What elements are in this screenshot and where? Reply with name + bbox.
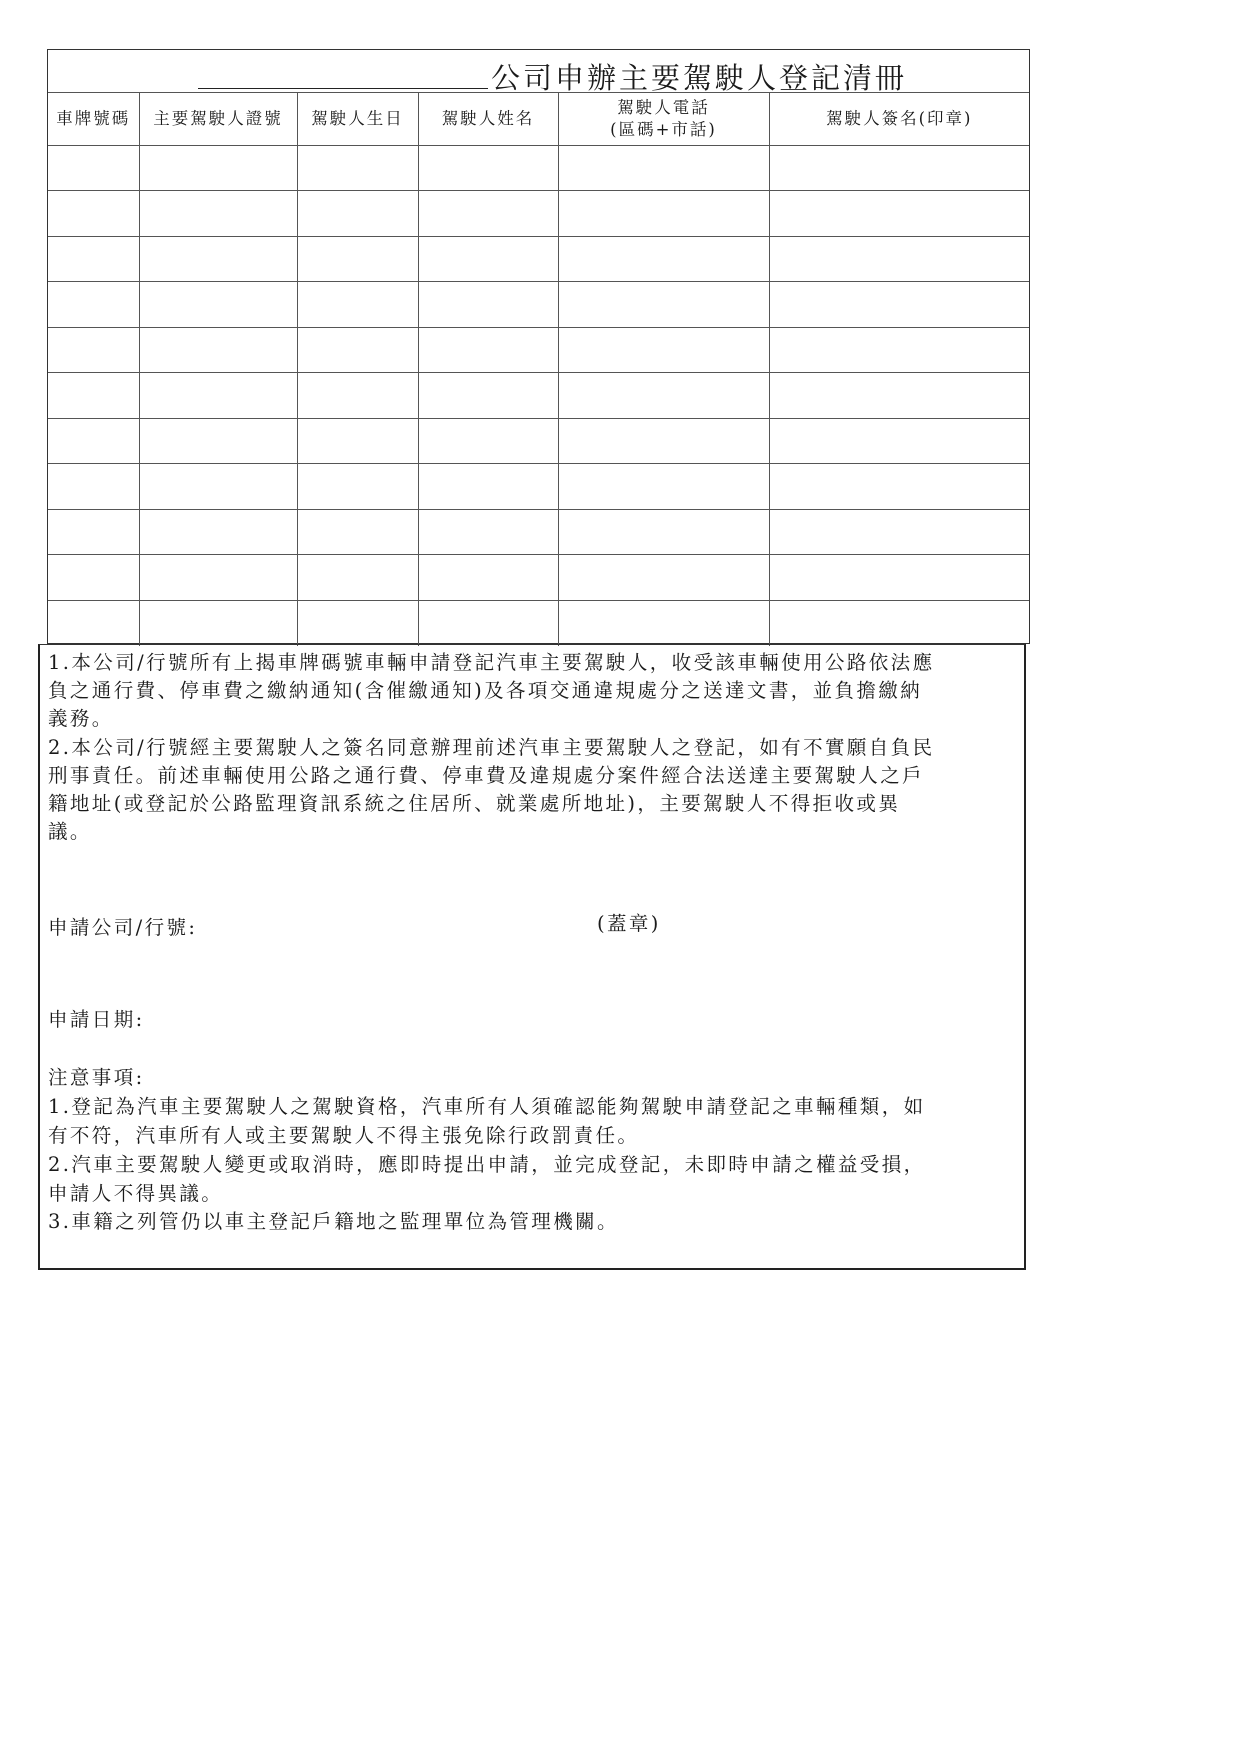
- notes-heading: 注意事項:: [48, 1066, 145, 1089]
- title-row: [48, 50, 1029, 93]
- column-header-phone: 駕駛人電話 (區碼+市話): [558, 93, 769, 145]
- cell-license-number[interactable]: [139, 236, 297, 282]
- cell-license-number[interactable]: [139, 373, 297, 419]
- cell-license-number[interactable]: [139, 145, 297, 191]
- cell-name[interactable]: [418, 236, 558, 282]
- declaration-item-2-line-4: 議。: [48, 820, 92, 843]
- cell-birthday[interactable]: [297, 555, 418, 601]
- cell-name[interactable]: [418, 464, 558, 510]
- note-line-5: 3.車籍之列管仍以車主登記戶籍地之監理單位為管理機關。: [48, 1210, 619, 1233]
- cell-birthday[interactable]: [297, 373, 418, 419]
- declaration-item-1-line-1: 1.本公司/行號所有上揭車牌碼號車輛申請登記汽車主要駕駛人，收受該車輛使用公路依法應: [48, 651, 935, 674]
- declaration-item-2-line-3: 籍地址(或登記於公路監理資訊系統之住居所、就業處所地址)，主要駕駛人不得拒收或異: [48, 792, 901, 815]
- note-line-3: 2.汽車主要駕駛人變更或取消時，應即時提出申請，並完成登記，未即時申請之權益受損，: [48, 1153, 926, 1176]
- roster-body: [48, 145, 1029, 646]
- cell-phone[interactable]: [558, 145, 769, 191]
- column-header-birthday: 駕駛人生日: [297, 93, 418, 145]
- cell-birthday[interactable]: [297, 418, 418, 464]
- cell-plate-number[interactable]: [48, 191, 139, 237]
- cell-plate-number[interactable]: [48, 509, 139, 555]
- driver-roster-table: [48, 93, 1029, 646]
- cell-signature[interactable]: [769, 145, 1029, 191]
- note-line-2: 有不符，汽車所有人或主要駕駛人不得主張免除行政罰責任。: [48, 1124, 640, 1147]
- cell-signature[interactable]: [769, 600, 1029, 646]
- cell-phone[interactable]: [558, 600, 769, 646]
- column-header-signature: 駕駛人簽名(印章): [769, 93, 1029, 145]
- cell-birthday[interactable]: [297, 464, 418, 510]
- table-row: [48, 373, 1029, 419]
- cell-license-number[interactable]: [139, 191, 297, 237]
- cell-plate-number[interactable]: [48, 600, 139, 646]
- cell-plate-number[interactable]: [48, 236, 139, 282]
- table-row: [48, 464, 1029, 510]
- cell-phone[interactable]: [558, 327, 769, 373]
- cell-name[interactable]: [418, 191, 558, 237]
- seal-label: (蓋章): [597, 912, 661, 935]
- cell-signature[interactable]: [769, 464, 1029, 510]
- table-row: [48, 236, 1029, 282]
- declaration-item-1-line-2: 負之通行費、停車費之繳納通知(含催繳通知)及各項交通違規處分之送達文書，並負擔繳納: [48, 679, 923, 702]
- cell-phone[interactable]: [558, 236, 769, 282]
- cell-signature[interactable]: [769, 418, 1029, 464]
- cell-birthday[interactable]: [297, 600, 418, 646]
- cell-name[interactable]: [418, 418, 558, 464]
- column-header-plate-number: 車牌號碼: [48, 93, 139, 145]
- table-row: [48, 145, 1029, 191]
- cell-name[interactable]: [418, 555, 558, 601]
- table-row: [48, 418, 1029, 464]
- cell-name[interactable]: [418, 145, 558, 191]
- cell-signature[interactable]: [769, 236, 1029, 282]
- cell-name[interactable]: [418, 327, 558, 373]
- cell-name[interactable]: [418, 282, 558, 328]
- cell-phone[interactable]: [558, 464, 769, 510]
- cell-signature[interactable]: [769, 555, 1029, 601]
- note-line-1: 1.登記為汽車主要駕駛人之駕駛資格，汽車所有人須確認能夠駕駛申請登記之車輛種類，如: [48, 1095, 926, 1118]
- declaration-item-2-line-2: 刑事責任。前述車輛使用公路之通行費、停車費及違規處分案件經合法送達主要駕駛人之戶: [48, 764, 925, 787]
- cell-signature[interactable]: [769, 191, 1029, 237]
- cell-phone[interactable]: [558, 282, 769, 328]
- cell-birthday[interactable]: [297, 282, 418, 328]
- declaration-item-1-line-3: 義務。: [48, 707, 114, 730]
- cell-license-number[interactable]: [139, 555, 297, 601]
- cell-license-number[interactable]: [139, 418, 297, 464]
- cell-plate-number[interactable]: [48, 464, 139, 510]
- cell-license-number[interactable]: [139, 509, 297, 555]
- cell-birthday[interactable]: [297, 509, 418, 555]
- company-name-blank-line[interactable]: [198, 88, 488, 89]
- cell-birthday[interactable]: [297, 191, 418, 237]
- cell-name[interactable]: [418, 600, 558, 646]
- table-row: [48, 191, 1029, 237]
- application-date-label: 申請日期:: [48, 1008, 145, 1031]
- declaration-box: [38, 644, 1026, 1270]
- cell-phone[interactable]: [558, 509, 769, 555]
- declaration-item-2-line-1: 2.本公司/行號經主要駕駛人之簽名同意辦理前述汽車主要駕駛人之登記，如有不實願自負民: [48, 736, 935, 759]
- cell-name[interactable]: [418, 373, 558, 419]
- company-label: 申請公司/行號:: [48, 916, 198, 939]
- table-row: [48, 555, 1029, 601]
- cell-signature[interactable]: [769, 373, 1029, 419]
- cell-license-number[interactable]: [139, 282, 297, 328]
- cell-signature[interactable]: [769, 509, 1029, 555]
- note-line-4: 申請人不得異議。: [48, 1182, 224, 1205]
- cell-birthday[interactable]: [297, 145, 418, 191]
- cell-phone[interactable]: [558, 191, 769, 237]
- cell-license-number[interactable]: [139, 327, 297, 373]
- cell-plate-number[interactable]: [48, 418, 139, 464]
- table-row: [48, 282, 1029, 328]
- table-row: [48, 327, 1029, 373]
- cell-phone[interactable]: [558, 418, 769, 464]
- cell-plate-number[interactable]: [48, 327, 139, 373]
- table-row: [48, 509, 1029, 555]
- cell-license-number[interactable]: [139, 464, 297, 510]
- cell-signature[interactable]: [769, 327, 1029, 373]
- cell-signature[interactable]: [769, 282, 1029, 328]
- form-title: 公司申辦主要駕駛人登記清冊: [491, 61, 908, 95]
- cell-plate-number[interactable]: [48, 555, 139, 601]
- cell-plate-number[interactable]: [48, 282, 139, 328]
- cell-license-number[interactable]: [139, 600, 297, 646]
- cell-plate-number[interactable]: [48, 373, 139, 419]
- cell-phone[interactable]: [558, 373, 769, 419]
- table-row: [48, 600, 1029, 646]
- header-row: [48, 93, 1029, 145]
- column-header-license-number: 主要駕駛人證號: [139, 93, 297, 145]
- cell-phone[interactable]: [558, 555, 769, 601]
- cell-birthday[interactable]: [297, 327, 418, 373]
- cell-name[interactable]: [418, 509, 558, 555]
- cell-birthday[interactable]: [297, 236, 418, 282]
- column-header-name: 駕駛人姓名: [418, 93, 558, 145]
- registration-form: [47, 49, 1030, 644]
- cell-plate-number[interactable]: [48, 145, 139, 191]
